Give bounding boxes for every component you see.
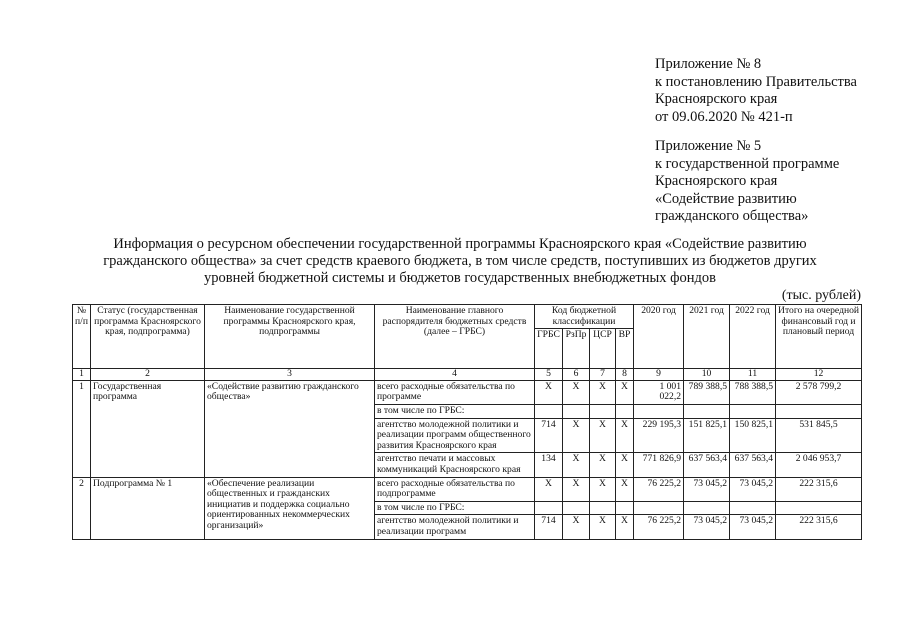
value-cell: 637 563,4 — [684, 453, 730, 477]
row-num: 2 — [73, 477, 91, 539]
grbs-label: в том числе по ГРБС: — [375, 501, 535, 515]
col-number: 10 — [684, 369, 730, 381]
table-row — [73, 380, 862, 404]
row-num: 1 — [73, 380, 91, 477]
appendix-line: Красноярского края — [655, 173, 778, 189]
col-header-total: Итого на очередной финансовый год и плановый период — [776, 305, 862, 369]
total-cell: 222 315,6 — [776, 477, 862, 501]
grbs-label: всего расходные обязательства по программе — [375, 380, 535, 404]
col-number: 8 — [616, 369, 634, 381]
col-header-code: ЦСР — [590, 329, 616, 369]
col-number: 11 — [730, 369, 776, 381]
code-cell: Х — [563, 453, 590, 477]
value-cell: 771 826,9 — [634, 453, 684, 477]
code-cell: Х — [616, 477, 634, 501]
value-cell: 789 388,5 — [684, 380, 730, 404]
appendix-line: гражданского общества» — [655, 208, 809, 224]
row-name: «Содействие развитию гражданского общества» — [205, 380, 375, 477]
row-name: «Обеспечение реализации общественных и гражданских инициатив и поддержка социально ориентированных некоммерческих организаций» — [205, 477, 375, 539]
col-header-grbs-name: Наименование главного распорядителя бюджетных средств (далее – ГРБС) — [375, 305, 535, 369]
code-cell: Х — [563, 418, 590, 453]
code-cell: Х — [590, 453, 616, 477]
code-cell: Х — [535, 477, 563, 501]
value-cell — [730, 404, 776, 418]
value-cell: 73 045,2 — [684, 477, 730, 501]
col-header-code: ВР — [616, 329, 634, 369]
code-cell: Х — [616, 380, 634, 404]
value-cell: 637 563,4 — [730, 453, 776, 477]
code-cell: Х — [590, 418, 616, 453]
row-status: Подпрограмма № 1 — [91, 477, 205, 539]
total-cell: 222 315,6 — [776, 515, 862, 539]
code-cell — [535, 404, 563, 418]
value-cell: 151 825,1 — [684, 418, 730, 453]
code-cell: Х — [563, 380, 590, 404]
code-cell — [616, 404, 634, 418]
table-row — [73, 477, 862, 501]
code-cell — [563, 404, 590, 418]
appendix-line: к постановлению Правительства — [655, 73, 857, 90]
value-cell — [634, 501, 684, 515]
document-title — [60, 236, 860, 287]
code-cell: Х — [563, 515, 590, 539]
appendix-line: «Содействие развитию — [655, 190, 797, 207]
units-label: (тыс. рублей) — [781, 288, 861, 303]
grbs-label: агентство печати и массовых коммуникаций Красноярского края — [375, 453, 535, 477]
col-header-name: Наименование государственной программы Красноярского края, подпрограммы — [205, 305, 375, 369]
col-header-year: 2021 год — [684, 305, 730, 369]
total-cell — [776, 501, 862, 515]
appendix-line: Приложение № 8 — [655, 56, 762, 72]
code-cell: 714 — [535, 515, 563, 539]
value-cell — [684, 404, 730, 418]
column-number-row — [73, 369, 862, 381]
appendix-line: Приложение № 5 — [655, 138, 762, 154]
code-cell: Х — [616, 515, 634, 539]
col-header-year: 2020 год — [634, 305, 684, 369]
col-number: 4 — [375, 369, 535, 381]
col-header-year: 2022 год — [730, 305, 776, 369]
code-cell — [563, 501, 590, 515]
value-cell: 76 225,2 — [634, 515, 684, 539]
col-number: 5 — [535, 369, 563, 381]
value-cell: 150 825,1 — [730, 418, 776, 453]
grbs-label: всего расходные обязательства по подпрограмме — [375, 477, 535, 501]
appendix-8-block — [655, 56, 857, 126]
total-cell: 531 845,5 — [776, 418, 862, 453]
code-cell — [590, 404, 616, 418]
value-cell — [684, 501, 730, 515]
value-cell: 1 001 022,2 — [634, 380, 684, 404]
col-number: 7 — [590, 369, 616, 381]
grbs-label: в том числе по ГРБС: — [375, 404, 535, 418]
col-number: 3 — [205, 369, 375, 381]
total-cell — [776, 404, 862, 418]
appendix-line: Красноярского края — [655, 91, 778, 107]
col-header-code-group: Код бюджетной классификации — [535, 305, 634, 329]
grbs-label: агентство молодежной политики и реализации программ общественного развития Красноярского края — [375, 418, 535, 453]
code-cell: Х — [563, 477, 590, 501]
value-cell — [730, 501, 776, 515]
col-number: 2 — [91, 369, 205, 381]
code-cell: Х — [590, 515, 616, 539]
code-cell: Х — [590, 380, 616, 404]
col-number: 1 — [73, 369, 91, 381]
title-line: уровней бюджетной системы и бюджетов государственных внебюджетных фондов — [203, 270, 717, 286]
code-cell: 134 — [535, 453, 563, 477]
code-cell: Х — [616, 453, 634, 477]
appendix-line: от 09.06.2020 № 421-п — [655, 108, 793, 125]
col-number: 12 — [776, 369, 862, 381]
col-number: 6 — [563, 369, 590, 381]
grbs-label: агентство молодежной политики и реализации программ — [375, 515, 535, 539]
col-header-status: Статус (государственная программа Красноярского края, подпрограмма) — [91, 305, 205, 369]
title-line: гражданского общества» за счет средств краевого бюджета, в том числе средств, поступивших из бюджетов других — [103, 253, 817, 269]
total-cell: 2 578 799,2 — [776, 380, 862, 404]
col-header-code: РзПр — [563, 329, 590, 369]
code-cell — [616, 501, 634, 515]
value-cell: 788 388,5 — [730, 380, 776, 404]
col-header-num: № п/п — [73, 305, 91, 369]
value-cell: 73 045,2 — [684, 515, 730, 539]
row-status: Государственная программа — [91, 380, 205, 477]
value-cell: 73 045,2 — [730, 477, 776, 501]
code-cell: Х — [590, 477, 616, 501]
code-cell — [535, 501, 563, 515]
col-number: 9 — [634, 369, 684, 381]
title-line: Информация о ресурсном обеспечении государственной программы Красноярского края «Содействие развитию — [113, 236, 807, 252]
code-cell: Х — [616, 418, 634, 453]
appendix-line: к государственной программе — [655, 155, 840, 172]
resource-table — [72, 304, 862, 540]
code-cell: Х — [535, 380, 563, 404]
code-cell: 714 — [535, 418, 563, 453]
value-cell: 229 195,3 — [634, 418, 684, 453]
col-header-code: ГРБС — [535, 329, 563, 369]
value-cell: 76 225,2 — [634, 477, 684, 501]
appendix-5-block — [655, 138, 839, 226]
total-cell: 2 046 953,7 — [776, 453, 862, 477]
code-cell — [590, 501, 616, 515]
value-cell — [634, 404, 684, 418]
value-cell: 73 045,2 — [730, 515, 776, 539]
